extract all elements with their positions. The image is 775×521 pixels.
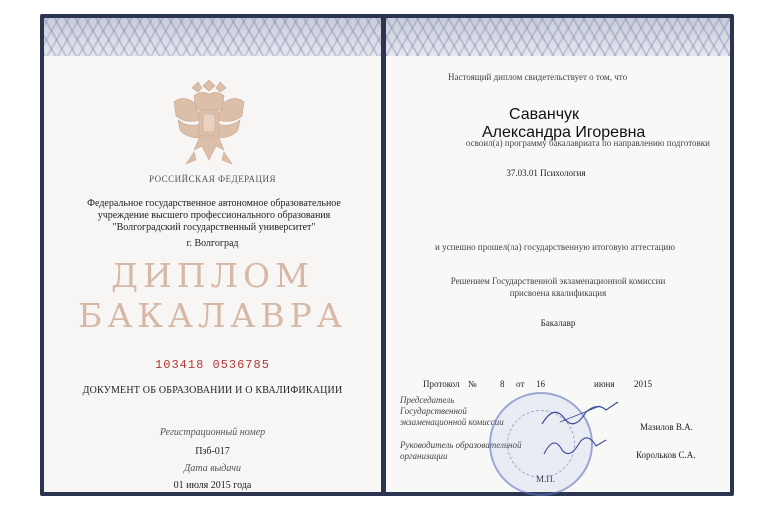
protocol-day: 16 (536, 379, 545, 389)
head-signature (540, 432, 610, 462)
chair-signature (540, 398, 620, 428)
registration-number: Пзб-017 (195, 446, 230, 457)
chair-name: Мазилов В.А. (640, 422, 693, 432)
protocol-month: июня (594, 379, 615, 389)
decision-text-line2: присвоена квалификация (509, 288, 607, 298)
diploma-left-page (44, 18, 381, 492)
chair-label-line1: Председатель (400, 395, 455, 405)
diploma-title-line2: БАКАЛАВРА (78, 296, 347, 335)
institution-name: Федеральное государственное автономное образовательное учреждение высшего профессионального образования "Волгоградский государственный университет" (87, 198, 341, 233)
document-type: ДОКУМЕНТ ОБ ОБРАЗОВАНИИ И О КВАЛИФИКАЦИИ (82, 385, 343, 396)
certifies-text: Настоящий диплом свидетельствует о том, что (448, 72, 628, 82)
graduate-given-names: Александра Игоревна (482, 124, 646, 141)
attestation-text: и успешно прошел(ла) государственную итоговую аттестацию (435, 242, 675, 252)
country-name: РОССИЙСКАЯ ФЕДЕРАЦИЯ (148, 174, 277, 184)
protocol-from: от (516, 379, 525, 389)
protocol-label: Протокол (423, 379, 460, 389)
graduate-surname: Саванчук (509, 106, 580, 123)
head-label-line1: Руководитель образовательной (400, 440, 522, 450)
issue-date: 01 июля 2015 года (173, 480, 252, 491)
head-label-line2: организации (400, 451, 448, 461)
chair-label-line2: Государственной (400, 406, 467, 416)
serial-number: 103418 0536785 (155, 358, 270, 372)
protocol-number-sign: № (468, 379, 477, 389)
chair-label-line3: экзаменационной комиссии (400, 417, 504, 427)
issue-date-label: Дата выдачи (183, 463, 242, 474)
head-name: Корольков С.А. (636, 450, 696, 460)
coat-of-arms-icon (172, 80, 246, 168)
security-pattern (386, 18, 730, 56)
program-intro: освоил(а) программу бакалавриата по направлению подготовки (465, 138, 710, 148)
diploma-title-line1: ДИПЛОМ (111, 256, 314, 295)
protocol-number: 8 (500, 379, 505, 389)
decision-text-line1: Решением Государственной экзаменационной комиссии (450, 276, 666, 286)
registration-label: Регистрационный номер (159, 427, 266, 438)
program-name: 37.03.01 Психология (506, 168, 586, 178)
city: г. Волгоград (186, 238, 239, 249)
stamp-mark: М.П. (536, 474, 556, 484)
qualification: Бакалавр (540, 318, 576, 328)
protocol-year: 2015 (634, 379, 652, 389)
security-pattern (44, 18, 381, 56)
